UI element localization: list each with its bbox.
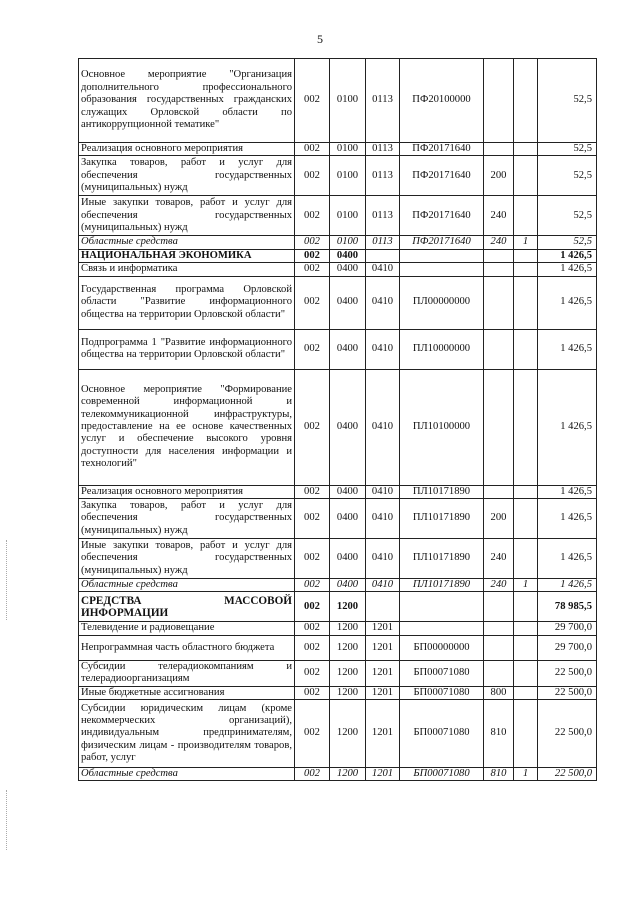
table-row <box>79 622 597 635</box>
table-row <box>79 236 597 249</box>
amount: 78 985,5 <box>538 592 597 622</box>
expense-type <box>484 635 514 660</box>
target-article: ПФ20171640 <box>400 196 484 236</box>
admin-code: 002 <box>295 539 330 579</box>
amount: 1 426,5 <box>538 329 597 369</box>
expense-type <box>484 622 514 635</box>
expense-type <box>484 369 514 485</box>
target-article: ПЛ10171890 <box>400 579 484 592</box>
admin-code: 002 <box>295 686 330 699</box>
row-name: Иные закупки товаров, работ и услуг для обеспечения государственных (муниципальных) нужд <box>79 539 295 579</box>
amount: 1 426,5 <box>538 249 597 262</box>
expense-type <box>484 249 514 262</box>
subsection-code: 0113 <box>366 59 400 143</box>
table-row <box>79 499 597 539</box>
row-name: Иные закупки товаров, работ и услуг для обеспечения государственных (муниципальных) нужд <box>79 196 295 236</box>
funding-source <box>514 539 538 579</box>
funding-source <box>514 635 538 660</box>
admin-code: 002 <box>295 660 330 686</box>
funding-source <box>514 369 538 485</box>
amount: 52,5 <box>538 196 597 236</box>
funding-source <box>514 660 538 686</box>
admin-code: 002 <box>295 263 330 276</box>
target-article: ПЛ10100000 <box>400 369 484 485</box>
subsection-code <box>366 592 400 622</box>
expense-type <box>484 143 514 156</box>
funding-source <box>514 592 538 622</box>
row-name: Подпрограмма 1 "Развитие информационного общества на территории Орловской области" <box>79 329 295 369</box>
section-code: 0100 <box>330 196 366 236</box>
section-code: 0400 <box>330 263 366 276</box>
target-article: ПФ20171640 <box>400 236 484 249</box>
margin-mark <box>6 540 8 620</box>
admin-code: 002 <box>295 236 330 249</box>
row-name: Телевидение и радиовещание <box>79 622 295 635</box>
subsection-code <box>366 249 400 262</box>
section-code: 1200 <box>330 700 366 768</box>
row-name: Непрограммная часть областного бюджета <box>79 635 295 660</box>
target-article: ПЛ10000000 <box>400 329 484 369</box>
row-name: Основное мероприятие "Организация дополнительного профессионального образования государственных гражданских служащих Орловской области по антикоррупционной тематике" <box>79 59 295 143</box>
budget-table-body <box>79 59 597 781</box>
admin-code: 002 <box>295 143 330 156</box>
section-code: 1200 <box>330 635 366 660</box>
target-article: БП00071080 <box>400 700 484 768</box>
row-name: Областные средства <box>79 768 295 781</box>
admin-code: 002 <box>295 592 330 622</box>
admin-code: 002 <box>295 329 330 369</box>
funding-source <box>514 59 538 143</box>
subsection-code: 0410 <box>366 329 400 369</box>
table-row <box>79 156 597 196</box>
table-row <box>79 660 597 686</box>
target-article: ПЛ10171890 <box>400 539 484 579</box>
amount: 1 426,5 <box>538 499 597 539</box>
expense-type <box>484 592 514 622</box>
table-row <box>79 59 597 143</box>
expense-type: 200 <box>484 499 514 539</box>
budget-table <box>78 58 597 781</box>
subsection-code: 0113 <box>366 196 400 236</box>
amount: 52,5 <box>538 59 597 143</box>
subsection-code: 0113 <box>366 156 400 196</box>
table-row <box>79 369 597 485</box>
row-name: НАЦИОНАЛЬНАЯ ЭКОНОМИКА <box>79 249 295 262</box>
amount: 52,5 <box>538 143 597 156</box>
funding-source <box>514 700 538 768</box>
subsection-code: 1201 <box>366 700 400 768</box>
admin-code: 002 <box>295 579 330 592</box>
expense-type <box>484 276 514 329</box>
amount: 1 426,5 <box>538 369 597 485</box>
funding-source: 1 <box>514 236 538 249</box>
admin-code: 002 <box>295 196 330 236</box>
section-code: 1200 <box>330 660 366 686</box>
row-name: Областные средства <box>79 236 295 249</box>
section-code: 0400 <box>330 539 366 579</box>
table-row <box>79 249 597 262</box>
admin-code: 002 <box>295 249 330 262</box>
expense-type: 200 <box>484 156 514 196</box>
expense-type: 240 <box>484 579 514 592</box>
section-code: 0400 <box>330 329 366 369</box>
row-name: Иные бюджетные ассигнования <box>79 686 295 699</box>
expense-type <box>484 660 514 686</box>
admin-code: 002 <box>295 276 330 329</box>
row-name: Закупка товаров, работ и услуг для обеспечения государственных (муниципальных) нужд <box>79 499 295 539</box>
table-row <box>79 592 597 622</box>
amount: 1 426,5 <box>538 276 597 329</box>
subsection-code: 0410 <box>366 579 400 592</box>
section-code: 0400 <box>330 249 366 262</box>
section-code: 0100 <box>330 236 366 249</box>
admin-code: 002 <box>295 369 330 485</box>
section-code: 0100 <box>330 156 366 196</box>
funding-source <box>514 143 538 156</box>
funding-source <box>514 499 538 539</box>
section-code: 1200 <box>330 686 366 699</box>
target-article: БП00071080 <box>400 686 484 699</box>
table-row <box>79 539 597 579</box>
subsection-code: 1201 <box>366 686 400 699</box>
subsection-code: 0410 <box>366 369 400 485</box>
row-name: Субсидии юридическим лицам (кроме некоммерческих организаций), индивидуальным предпринимателям, физическим лицам - производителям товаров, работ, услуг <box>79 700 295 768</box>
page-number: 5 <box>317 32 323 46</box>
expense-type: 810 <box>484 768 514 781</box>
subsection-code: 0410 <box>366 485 400 498</box>
amount: 29 700,0 <box>538 635 597 660</box>
section-code: 0100 <box>330 59 366 143</box>
target-article: БП00071080 <box>400 768 484 781</box>
admin-code: 002 <box>295 622 330 635</box>
expense-type: 240 <box>484 236 514 249</box>
amount: 22 500,0 <box>538 660 597 686</box>
amount: 22 500,0 <box>538 686 597 699</box>
expense-type: 240 <box>484 196 514 236</box>
expense-type <box>484 485 514 498</box>
target-article <box>400 592 484 622</box>
funding-source <box>514 276 538 329</box>
funding-source <box>514 196 538 236</box>
table-row <box>79 329 597 369</box>
subsection-code: 0410 <box>366 263 400 276</box>
table-row <box>79 196 597 236</box>
funding-source: 1 <box>514 768 538 781</box>
subsection-code: 0410 <box>366 276 400 329</box>
row-name: Реализация основного мероприятия <box>79 143 295 156</box>
subsection-code: 1201 <box>366 768 400 781</box>
section-code: 0400 <box>330 276 366 329</box>
section-code: 0400 <box>330 485 366 498</box>
target-article: БП00071080 <box>400 660 484 686</box>
target-article: ПФ20171640 <box>400 156 484 196</box>
admin-code: 002 <box>295 700 330 768</box>
funding-source <box>514 329 538 369</box>
expense-type: 810 <box>484 700 514 768</box>
table-row <box>79 635 597 660</box>
subsection-code: 0410 <box>366 539 400 579</box>
section-code: 1200 <box>330 622 366 635</box>
subsection-code: 1201 <box>366 635 400 660</box>
target-article: ПЛ10171890 <box>400 499 484 539</box>
section-code: 0400 <box>330 499 366 539</box>
amount: 1 426,5 <box>538 485 597 498</box>
funding-source: 1 <box>514 579 538 592</box>
target-article: БП00000000 <box>400 635 484 660</box>
table-row <box>79 276 597 329</box>
expense-type <box>484 329 514 369</box>
funding-source <box>514 686 538 699</box>
subsection-code: 0113 <box>366 236 400 249</box>
subsection-code: 0113 <box>366 143 400 156</box>
target-article: ПЛ10171890 <box>400 485 484 498</box>
amount: 1 426,5 <box>538 263 597 276</box>
amount: 1 426,5 <box>538 579 597 592</box>
row-name: Областные средства <box>79 579 295 592</box>
row-name: СРЕДСТВА МАССОВОЙ ИНФОРМАЦИИ <box>79 592 295 622</box>
section-code: 0100 <box>330 143 366 156</box>
admin-code: 002 <box>295 768 330 781</box>
table-row <box>79 700 597 768</box>
table-row <box>79 485 597 498</box>
admin-code: 002 <box>295 635 330 660</box>
target-article: ПЛ00000000 <box>400 276 484 329</box>
amount: 52,5 <box>538 156 597 196</box>
funding-source <box>514 485 538 498</box>
amount: 29 700,0 <box>538 622 597 635</box>
funding-source <box>514 249 538 262</box>
admin-code: 002 <box>295 485 330 498</box>
expense-type: 800 <box>484 686 514 699</box>
table-row <box>79 579 597 592</box>
row-name: Основное мероприятие "Формирование современной информационной и телекоммуникационной инфраструктуры, предоставление на ее основе качественных услуг и обеспечение высокого уровня доступности для населения информации и технологий" <box>79 369 295 485</box>
target-article: ПФ20171640 <box>400 143 484 156</box>
target-article <box>400 622 484 635</box>
row-name: Государственная программа Орловской области "Развитие информационного общества на территории Орловской области" <box>79 276 295 329</box>
row-name: Реализация основного мероприятия <box>79 485 295 498</box>
expense-type: 240 <box>484 539 514 579</box>
target-article <box>400 263 484 276</box>
margin-mark <box>6 790 8 850</box>
section-code: 0400 <box>330 369 366 485</box>
row-name: Связь и информатика <box>79 263 295 276</box>
subsection-code: 0410 <box>366 499 400 539</box>
admin-code: 002 <box>295 499 330 539</box>
row-name: Закупка товаров, работ и услуг для обеспечения государственных (муниципальных) нужд <box>79 156 295 196</box>
amount: 52,5 <box>538 236 597 249</box>
admin-code: 002 <box>295 59 330 143</box>
table-row <box>79 263 597 276</box>
row-name: Субсидии телерадиокомпаниям и телерадиоорганизациям <box>79 660 295 686</box>
subsection-code: 1201 <box>366 622 400 635</box>
funding-source <box>514 156 538 196</box>
target-article: ПФ20100000 <box>400 59 484 143</box>
subsection-code: 1201 <box>366 660 400 686</box>
table-row <box>79 768 597 781</box>
section-code: 1200 <box>330 768 366 781</box>
amount: 22 500,0 <box>538 700 597 768</box>
amount: 22 500,0 <box>538 768 597 781</box>
expense-type <box>484 263 514 276</box>
target-article <box>400 249 484 262</box>
table-row <box>79 143 597 156</box>
table-row <box>79 686 597 699</box>
admin-code: 002 <box>295 156 330 196</box>
section-code: 1200 <box>330 592 366 622</box>
funding-source <box>514 263 538 276</box>
funding-source <box>514 622 538 635</box>
expense-type <box>484 59 514 143</box>
amount: 1 426,5 <box>538 539 597 579</box>
section-code: 0400 <box>330 579 366 592</box>
